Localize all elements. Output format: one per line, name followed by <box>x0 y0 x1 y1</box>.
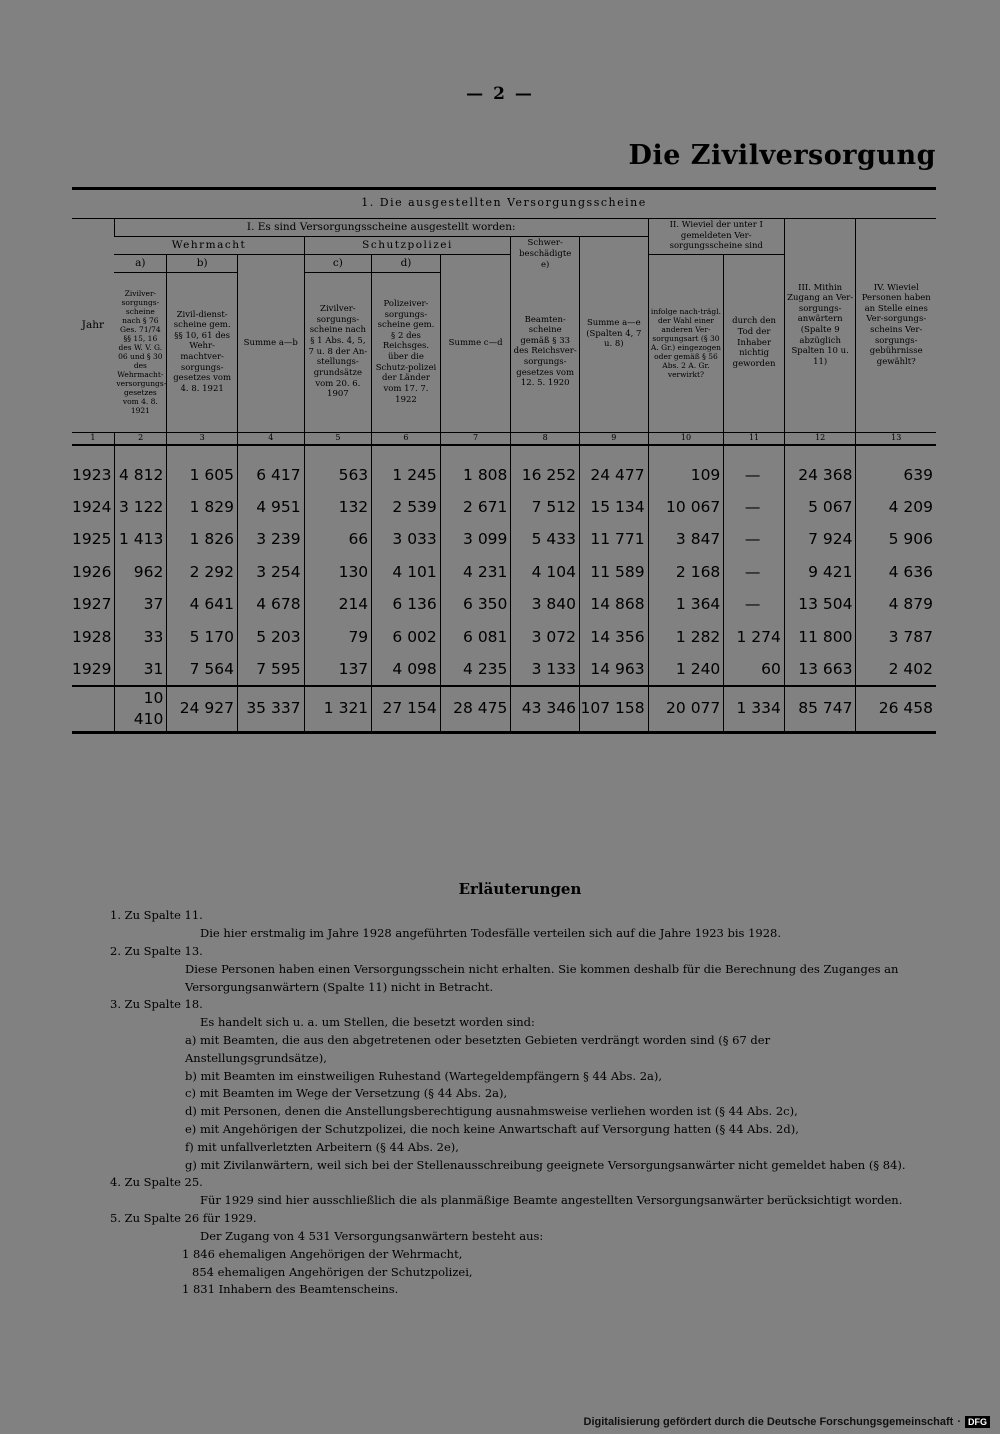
table-cell: 4 879 <box>856 589 936 622</box>
header-col11: durch den Tod der Inhaber nichtig geworden <box>724 254 785 432</box>
table-cell: 1 364 <box>648 589 724 622</box>
note-3-item: f) mit unfallverletzten Arbeitern (§ 44 Abs. 2e), <box>185 1139 459 1154</box>
table-cell: 137 <box>304 654 372 687</box>
table-cell: 4 678 <box>237 589 304 622</box>
column-number-row <box>72 432 936 445</box>
table-cell: 24 477 <box>580 445 649 491</box>
col-number: 8 <box>511 432 580 445</box>
dfg-logo-icon: DFG <box>965 1416 990 1428</box>
table-cell: 3 122 <box>114 491 166 524</box>
table-cell: 1 245 <box>372 445 441 491</box>
table-cell: 66 <box>304 524 372 557</box>
table-cell: 3 847 <box>648 524 724 557</box>
note-3-item: b) mit Beamten im einstweiligen Ruhestand (Wartegeldempfängern § 44 Abs. 2a), <box>185 1068 663 1083</box>
col-number: 9 <box>580 432 649 445</box>
table-cell: 7 924 <box>784 524 856 557</box>
table-cell: 6 081 <box>440 621 511 654</box>
header-col13: IV. Wieviel Personen haben an Stelle eines Ver-sorgungs-scheins Ver-sorgungs-gebührnisse gewählt? <box>856 218 936 432</box>
total-cell: 1 321 <box>304 686 372 732</box>
table-cell: 1 413 <box>114 524 166 557</box>
table-cell: 3 133 <box>511 654 580 687</box>
table-cell: — <box>724 445 785 491</box>
table-cell: 7 564 <box>167 654 238 687</box>
table-cell: 4 641 <box>167 589 238 622</box>
table-cell: 2 292 <box>167 556 238 589</box>
table-cell: 4 104 <box>511 556 580 589</box>
total-cell: 27 154 <box>372 686 441 732</box>
header-sub-b: b) <box>167 254 238 272</box>
row-year: 1925 <box>72 530 112 549</box>
note-3-item: c) mit Beamten im Wege der Versetzung (§ 44 Abs. 2a), <box>185 1086 508 1101</box>
table-cell: 962 <box>114 556 166 589</box>
table-cell: 4 231 <box>440 556 511 589</box>
header-sub-c: c) <box>304 254 372 272</box>
versorgungsscheine-table <box>72 190 936 734</box>
col-number: 2 <box>114 432 166 445</box>
total-cell: 24 927 <box>167 686 238 732</box>
table-cell: 130 <box>304 556 372 589</box>
table-row <box>72 491 936 524</box>
table-cell: 5 203 <box>237 621 304 654</box>
total-cell: 43 346 <box>511 686 580 732</box>
col8-head-text: Schwer-beschädigte <box>519 238 572 259</box>
table-cell: 10 067 <box>648 491 724 524</box>
col-number: 11 <box>724 432 785 445</box>
row-year: 1928 <box>72 627 112 646</box>
table-cell: 563 <box>304 445 372 491</box>
table-cell: 1 282 <box>648 621 724 654</box>
table-cell: 79 <box>304 621 372 654</box>
table-cell: 33 <box>114 621 166 654</box>
table-cell: 1 808 <box>440 445 511 491</box>
table-cell: 6 136 <box>372 589 441 622</box>
header-group-II: II. Wieviel der unter I gemeldeten Ver-sorgungsscheine sind <box>648 218 784 254</box>
table-cell: 4 951 <box>237 491 304 524</box>
total-cell: 20 077 <box>648 686 724 732</box>
table-cell: 4 636 <box>856 556 936 589</box>
note-3-item: g) mit Zivilanwärtern, weil sich bei der Stellenausschreibung geeignete Versorgungsanwärter nicht gemeldet haben (§ 84). <box>185 1157 906 1172</box>
table-cell: 4 209 <box>856 491 936 524</box>
table-cell: 5 170 <box>167 621 238 654</box>
note-5-item: 854 ehemaligen Angehörigen der Schutzpolizei, <box>192 1264 473 1279</box>
col-number: 13 <box>856 432 936 445</box>
note-3-item: a) mit Beamten, die aus den abgetretenen oder besetzten Gebieten verdrängt worden sind (§ 67 der Anstellungsgrundsätze), <box>185 1032 771 1065</box>
header-jahr: Jahr <box>72 218 114 432</box>
header-col9: Summe a—e (Spalten 4, 7 u. 8) <box>580 236 649 432</box>
table-cell: 1 240 <box>648 654 724 687</box>
separator-dot: · <box>957 1416 961 1428</box>
totals-row <box>72 686 936 732</box>
table-row <box>72 589 936 622</box>
table-cell: 11 800 <box>784 621 856 654</box>
note-1-heading: 1. Zu Spalte 11. <box>110 908 203 923</box>
total-cell: 1 334 <box>724 686 785 732</box>
note-4-heading: 4. Zu Spalte 25. <box>110 1175 203 1190</box>
notes-heading: Erläuterungen <box>458 880 582 898</box>
table-cell: 3 840 <box>511 589 580 622</box>
table-cell: 24 368 <box>784 445 856 491</box>
note-2-text: Diese Personen haben einen Versorgungsschein nicht erhalten. Sie kommen deshalb für die Berechnung des Zuganges an Versorgungsanwärtern (Spalte 11) nicht in Betracht. <box>185 961 899 994</box>
table-cell: 3 254 <box>237 556 304 589</box>
row-year: 1923 <box>72 466 112 485</box>
table-cell: — <box>724 491 785 524</box>
table-cell: 15 134 <box>580 491 649 524</box>
header-col12: III. Mithin Zugang an Ver-sorgungs-anwärtern (Spalte 9 abzüglich Spalten 10 u. 11) <box>784 218 856 432</box>
note-5-list <box>110 1246 910 1299</box>
header-col6: Polizeiver-sorgungs-scheine gem. § 2 des Reichsges. über die Schutz-polizei der Länder vom 17. 7. 1922 <box>372 272 441 432</box>
table-cell: 3 239 <box>237 524 304 557</box>
table-cell: 6 417 <box>237 445 304 491</box>
footer-text: Digitalisierung gefördert durch die Deutsche Forschungsgemeinschaft <box>583 1416 954 1428</box>
table-cell: 5 906 <box>856 524 936 557</box>
table-cell: 639 <box>856 445 936 491</box>
col8-sub-text: e) <box>541 259 550 270</box>
table-cell: 13 504 <box>784 589 856 622</box>
total-cell <box>72 686 114 732</box>
table-cell: 4 101 <box>372 556 441 589</box>
table-cell: 1 826 <box>167 524 238 557</box>
table-row <box>72 524 936 557</box>
row-year: 1927 <box>72 595 112 614</box>
table-cell: 5 433 <box>511 524 580 557</box>
table-cell: 4 235 <box>440 654 511 687</box>
page-title: Die Zivilversorgung <box>628 140 936 171</box>
total-cell: 85 747 <box>784 686 856 732</box>
table-cell: 214 <box>304 589 372 622</box>
table-cell: 2 168 <box>648 556 724 589</box>
header-col7: Summe c—d <box>440 254 511 432</box>
table-cell: 6 350 <box>440 589 511 622</box>
note-5-heading: 5. Zu Spalte 26 für 1929. <box>110 1211 257 1226</box>
note-3-list <box>110 1032 910 1175</box>
header-col2: Zivilver-sorgungs-scheine nach § 76 Ges. 71/74 §§ 15, 16 des W. V. G. 06 und § 30 des Wehrmacht-versorgungs-gesetzes vom 4. 8. 1921 <box>114 272 166 432</box>
table-cell: 31 <box>114 654 166 687</box>
note-5-item: 1 831 Inhabern des Beamtenscheins. <box>182 1282 399 1297</box>
notes-section <box>110 878 910 1299</box>
header-col3: Zivil-dienst-scheine gem. §§ 10, 61 des Wehr-machtver-sorgungs-gesetzes vom 4. 8. 1921 <box>167 272 238 432</box>
table-cell: 132 <box>304 491 372 524</box>
table-cell: 3 099 <box>440 524 511 557</box>
note-5-item: 1 846 ehemaligen Angehörigen der Wehrmacht, <box>182 1246 463 1261</box>
table-caption: 1. Die ausgestellten Versorgungsscheine <box>72 190 936 218</box>
table-cell: 4 812 <box>114 445 166 491</box>
header-schutzpolizei: Schutzpolizei <box>304 236 511 254</box>
note-4-text: Für 1929 sind hier ausschließlich die als planmäßige Beamte angestellten Versorgungsanwärter berücksichtigt worden. <box>200 1193 903 1208</box>
col-number: 10 <box>648 432 724 445</box>
row-year: 1924 <box>72 497 112 516</box>
table-cell: 14 868 <box>580 589 649 622</box>
table-cell: 14 963 <box>580 654 649 687</box>
table-cell: 1 274 <box>724 621 785 654</box>
table-row <box>72 654 936 687</box>
col-number: 4 <box>237 432 304 445</box>
table-cell: — <box>724 524 785 557</box>
table-cell: 11 771 <box>580 524 649 557</box>
header-group-I: I. Es sind Versorgungsscheine ausgestellt worden: <box>114 218 648 236</box>
table-cell: 2 671 <box>440 491 511 524</box>
col-number: 7 <box>440 432 511 445</box>
table-cell: 9 421 <box>784 556 856 589</box>
table-cell: — <box>724 589 785 622</box>
table-cell: 37 <box>114 589 166 622</box>
total-cell: 35 337 <box>237 686 304 732</box>
table-cell: 60 <box>724 654 785 687</box>
row-year: 1929 <box>72 659 112 678</box>
table-cell: 11 589 <box>580 556 649 589</box>
col-number: 12 <box>784 432 856 445</box>
table-body <box>72 445 936 686</box>
table-cell: 16 252 <box>511 445 580 491</box>
note-3-item: e) mit Angehörigen der Schutzpolizei, die noch keine Anwartschaft auf Versorgung hatten (§ 44 Abs. 2d), <box>185 1122 799 1136</box>
note-3-text: Es handelt sich u. a. um Stellen, die besetzt worden sind: <box>200 1015 535 1030</box>
table-cell: 7 512 <box>511 491 580 524</box>
total-cell: 10 410 <box>114 686 166 732</box>
header-sub-d: d) <box>372 254 441 272</box>
footer <box>584 1416 990 1428</box>
col-number: 1 <box>72 432 114 445</box>
col-number: 3 <box>167 432 238 445</box>
note-1-text: Die hier erstmalig im Jahre 1928 angeführten Todesfälle verteilen sich auf die Jahre 1923 bis 1928. <box>200 926 782 941</box>
row-year: 1926 <box>72 562 112 581</box>
note-5-text: Der Zugang von 4 531 Versorgungsanwärtern besteht aus: <box>200 1228 544 1243</box>
col-number: 6 <box>372 432 441 445</box>
table-cell: 2 402 <box>856 654 936 687</box>
header-wehrmacht: Wehrmacht <box>114 236 304 254</box>
table-row <box>72 621 936 654</box>
header-col8: Beamten-scheine gemäß § 33 des Reichsver-sorgungs-gesetzes vom 12. 5. 1920 <box>511 272 580 432</box>
table-cell: 13 663 <box>784 654 856 687</box>
table-cell: 4 098 <box>372 654 441 687</box>
total-cell: 26 458 <box>856 686 936 732</box>
table-cell: 7 595 <box>237 654 304 687</box>
total-cell: 107 158 <box>580 686 649 732</box>
table-cell: 14 356 <box>580 621 649 654</box>
header-col8-head <box>511 236 580 272</box>
note-3-item: d) mit Personen, denen die Anstellungsberechtigung ausnahmsweise verliehen worden ist (§ 44 Abs. 2c), <box>185 1104 798 1119</box>
note-3-heading: 3. Zu Spalte 18. <box>110 997 203 1012</box>
col-number: 5 <box>304 432 372 445</box>
table-cell: 3 033 <box>372 524 441 557</box>
header-col10: infolge nach-trägl. der Wahl einer anderen Ver-sorgungsart (§ 30 A. Gr.) eingezogen oder gemäß § 56 Abs. 2 A. Gr. verwirkt? <box>648 254 724 432</box>
table-cell: 1 829 <box>167 491 238 524</box>
total-cell: 28 475 <box>440 686 511 732</box>
page-number: — 2 — <box>466 84 534 104</box>
table-cell: — <box>724 556 785 589</box>
table-cell: 6 002 <box>372 621 441 654</box>
table-cell: 1 605 <box>167 445 238 491</box>
table-row <box>72 556 936 589</box>
table-cell: 3 072 <box>511 621 580 654</box>
table-cell: 2 539 <box>372 491 441 524</box>
header-col4: Summe a—b <box>237 254 304 432</box>
table-cell: 5 067 <box>784 491 856 524</box>
header-sub-a: a) <box>114 254 166 272</box>
note-2-heading: 2. Zu Spalte 13. <box>110 943 203 958</box>
table-cell: 109 <box>648 445 724 491</box>
header-col5: Zivilver-sorgungs-scheine nach § 1 Abs. 4, 5, 7 u. 8 der An-stellungs-grundsätze vom 20. 6. 1907 <box>304 272 372 432</box>
table-row <box>72 445 936 491</box>
table-cell: 3 787 <box>856 621 936 654</box>
